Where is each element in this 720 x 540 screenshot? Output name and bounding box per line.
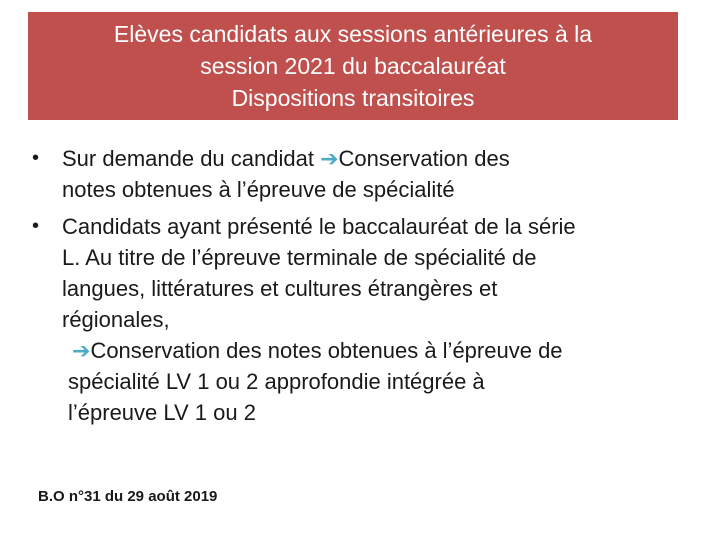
right-arrow-icon: ➔: [72, 338, 91, 363]
right-arrow-icon: ➔: [320, 146, 339, 171]
bullet-item-2: [30, 211, 700, 428]
bullet-dot-icon: •: [32, 215, 40, 237]
bullet-1-after-arrow: Conservation des: [338, 146, 510, 171]
bullet-1-line-2: notes obtenues à l’épreuve de spécialité: [62, 177, 455, 202]
title-line-3: Dispositions transitoires: [231, 85, 475, 111]
slide-title-banner: [28, 12, 678, 120]
bullet-dot-icon: •: [32, 147, 40, 169]
bullet-2-line-2: L. Au titre de l’épreuve terminale de spécialité de: [62, 245, 537, 270]
title-line-1: Elèves candidats aux sessions antérieures à la: [113, 21, 593, 47]
slide-body: [30, 143, 700, 428]
bullet-2-line-1: Candidats ayant présenté le baccalauréat de la série: [62, 214, 576, 239]
source-reference: B.O n°31 du 29 août 2019: [38, 488, 218, 505]
title-line-2: session 2021 du baccalauréat: [200, 53, 506, 79]
bullet-2-line-4: régionales,: [62, 307, 170, 332]
bullet-item-1: [30, 143, 700, 205]
bullet-2-sub-line-2: spécialité LV 1 ou 2 approfondie intégrée à: [68, 369, 485, 394]
bullet-2-line-3: langues, littératures et cultures étrangères et: [62, 276, 498, 301]
bullet-2-sub-line-3: l’épreuve LV 1 ou 2: [68, 400, 256, 425]
bullet-1-lead: Sur demande du candidat: [62, 146, 321, 171]
bullet-1-line-1: [62, 143, 700, 174]
bullet-2-sub-line-1: ➔Conservation des notes obtenues à l’épreuve de: [72, 338, 563, 363]
